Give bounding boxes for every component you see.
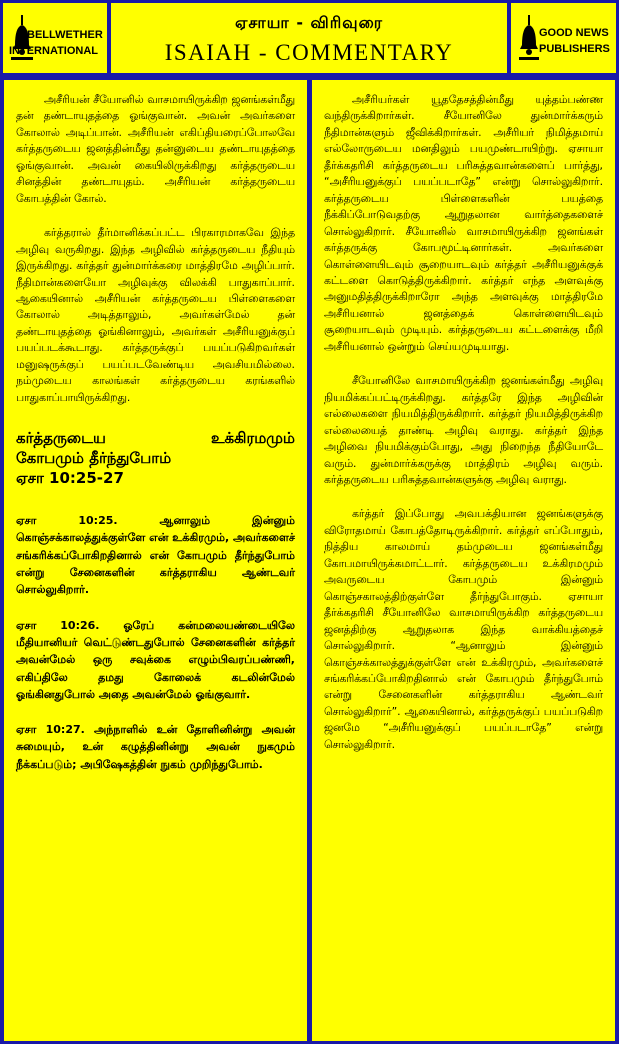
left-column xyxy=(4,80,307,1041)
good-news-logo-graphic xyxy=(517,15,611,65)
section-heading-ref: ஏசா 10:25-27 xyxy=(16,469,124,488)
page-header xyxy=(111,3,507,73)
bellwether-logo xyxy=(3,3,107,73)
section-heading-line2: கோபமும் தீர்ந்துபோம் xyxy=(16,449,172,468)
verse-10-27: ஏசா 10:27. அந்நாளில் உன் தோளினின்று அவன் சுமையும், உன் கழுத்தினின்று அவன் நுகமும் நீக்கப்படும்; அபிஷேகத்தின் நுகம் முறிந்துபோம். xyxy=(16,723,295,771)
right-paragraph-1: அசீரியர்கள் யூததேசத்தின்மீது யுத்தம்பண்ண வந்திருக்கிறார்கள். சீயோனிலே துன்மார்க்கரும் நீதிமான்களும் ஜீவிக்கிறார்கள். அசீரியர் நிமித்தமாய் எல்லோருடைய மனதிலும் பயமுண்டாயிற்று. ஏசாயா தீர்க்கதரிசி கர்த்தருடைய பரிசுத்தவான்களைப் பார்த்து, “அசீரியனுக்குப் பயப்படாதே” என்று சொல்லுகிறார். கர்த்தருடைய பிள்ளைகளின் பயத்தை நீக்கிப்போடுவதற்கு ஆறுதலான வார்த்தைகளைச் சொல்லுகிறார். சீயோனில் வாசமாயிருக்கிற ஜனங்கள் கர்த்தருக்கு கோபமூட்டினார்கள். அவர்களை கொள்ளையிடவும் சூறையாடவும் கர்த்தர் அசீரியனுக்குக் கட்டளை கொடுத்திருக்கிறார். கர்த்தர் எந்த அளவுக்கு அனுமதித்திருக்கிறாரோ அந்த அளவுக்கு மாத்திரமே அசீரியனால் ஜனத்தைக் கொள்ளையிடவும் சூறையாடவும் முடியும். கர்த்தருடைய கட்டளைக்கு மீறி அசீரியனால் ஒன்றும் செய்யமுடியாது. xyxy=(324,93,603,353)
right-paragraph-3: கர்த்தர் இப்போது அவபக்தியான ஜனங்களுக்கு விரோதமாய் கோபத்தோடிருக்கிறார். கர்த்தர் எப்போதும், நித்திய காலமாய் தம்முடைய ஜனங்கள்மீது கோபமாயிருக்கமாட்டார். கர்த்தருடைய உக்கிரமமும் அவருடைய கோபமும் இன்னும் கொஞ்சகாலத்திற்குள்ளே தீர்ந்துபோகும். ஏசாயா தீர்க்கதரிசி சீயோனிலே வாசமாயிருக்கிற கர்த்தருடைய ஜனத்திற்கு ஆறுதலாக இந்த வாக்கியத்தைச் சொல்லுகிறார். “ஆனாலும் இன்னும் கொஞ்சக்காலத்துக்குள்ளே என் உக்கிரமும், அவர்களைச் சங்கரிக்கப்போகிறதினால் என் கோபமும் தீர்ந்துபோம் என்று சேனைகளின் கர்த்தராகிய ஆண்டவர் சொல்லுகிறார்”. ஆகையினால், கர்த்தருக்குப் பயப்படுகிற ஜனமே “அசீரியனுக்குப் பயப்படாதே” என்று சொல்லுகிறார். xyxy=(324,507,603,751)
right-paragraph-2: சீயோனிலே வாசமாயிருக்கிற ஜனங்கள்மீது அழிவு நியமிக்கப்பட்டிருக்கிறது. கர்த்தரே இந்த அழிவின் எல்லைகளை நியமித்திருக்கிறார். கர்த்தர் நியமித்திருக்கிற எல்லையைத் தாண்டி அழிவு வராது. கர்த்தர் இந்த அழிவை நியமிக்கும்போது, அது நிறைந்த நீதியோடே வரும். துன்மார்க்கருக்கு மாத்திரம் அழிவு வரும். கர்த்தருடைய பரிசுத்தவான்களுக்கு அழிவு வராது. xyxy=(324,374,603,486)
good-news-logo xyxy=(511,3,616,73)
verse-10-26: ஏசா 10:26. ஓரேப் கன்மலையண்டையிலே மீதியானியர் வெட்டுண்டதுபோல் சேனைகளின் கர்த்தர் அவன்மேல் ஒரு சவுக்கை எழும்பிவரப்பண்ணி, எகிப்திலே தமது கோலைக் கடலின்மேல் ஓங்கினதுபோல் அதை அவன்மேல் ஓங்குவார். xyxy=(16,618,295,701)
title-tamil: ஏசாயா - விரிவுரை xyxy=(235,13,383,32)
title-english: ISAIAH - COMMENTARY xyxy=(164,40,454,65)
bellwether-logo-graphic xyxy=(9,15,103,65)
left-paragraph-1: அசீரியன் சீயோனில் வாசமாயிருக்கிற ஜனங்கள்மீது தன் தண்டாயுதத்தை ஓங்குவான். அவன் அவர்களை கோலால் அடிப்பான். அசீரியன் எகிப்தியரைப்போலவே கர்த்தருடைய ஜனத்தின்மீது தன்னுடைய தண்டாயுதத்தை ஓங்குவான். அவன் கையிலிருக்கிறது கர்த்தருடைய சினத்தின் தண்டாயுதம். அசீரியன் கர்த்தருடைய கோபத்தின் கோல். xyxy=(16,93,295,205)
right-column xyxy=(312,80,615,1041)
bellwether-line2: INTERNATIONAL xyxy=(9,45,99,57)
good-news-line2: PUBLISHERS xyxy=(539,43,610,55)
left-paragraph-2: கர்த்தரால் தீர்மானிக்கப்பட்ட பிரகாரமாகவே இந்த அழிவு வருகிறது. இந்த அழிவில் கர்த்தருடைய நீதியும் இருக்கிறது. கர்த்தர் துன்மார்க்கரை மாத்திரமே அழிப்பார். நீதிமான்களையோ அழிவுக்கு விலக்கி பாதுகாப்பார். ஆகையினால் அசீரியன் கர்த்தருடைய பிள்ளைகளை கோலால் அடித்தாலும், அவர்கள்மேல் தன் தண்டாயுதத்தை ஓங்கினாலும், அவர்கள் அசீரியனுக்குப் பயப்படக்கூடாது. கர்த்தருக்குப் பயப்படுகிறவர்கள் மனுஷருக்குப் பயப்படவேண்டிய அவசியமில்லை. நம்முடைய காலங்கள் கர்த்தருடைய கரங்களில் பாதுகாப்பாயிருக்கிறது. xyxy=(16,226,295,404)
section-heading-line1: கர்த்தருடைய உக்கிரமமும் xyxy=(16,429,295,448)
good-news-line1: GOOD NEWS xyxy=(539,27,609,39)
verse-10-25: ஏசா 10:25. ஆனாலும் இன்னும் கொஞ்சக்காலத்துக்குள்ளே என் உக்கிரமும், அவர்களைச் சங்கரிக்கப்போகிறதினால் என் கோபமும் தீர்ந்துபோம் என்று சேனைகளின் கர்த்தராகிய ஆண்டவர் சொல்லுகிறார். xyxy=(16,514,295,597)
bellwether-line1: BELLWETHER xyxy=(27,29,103,41)
bell-icon xyxy=(519,15,539,63)
